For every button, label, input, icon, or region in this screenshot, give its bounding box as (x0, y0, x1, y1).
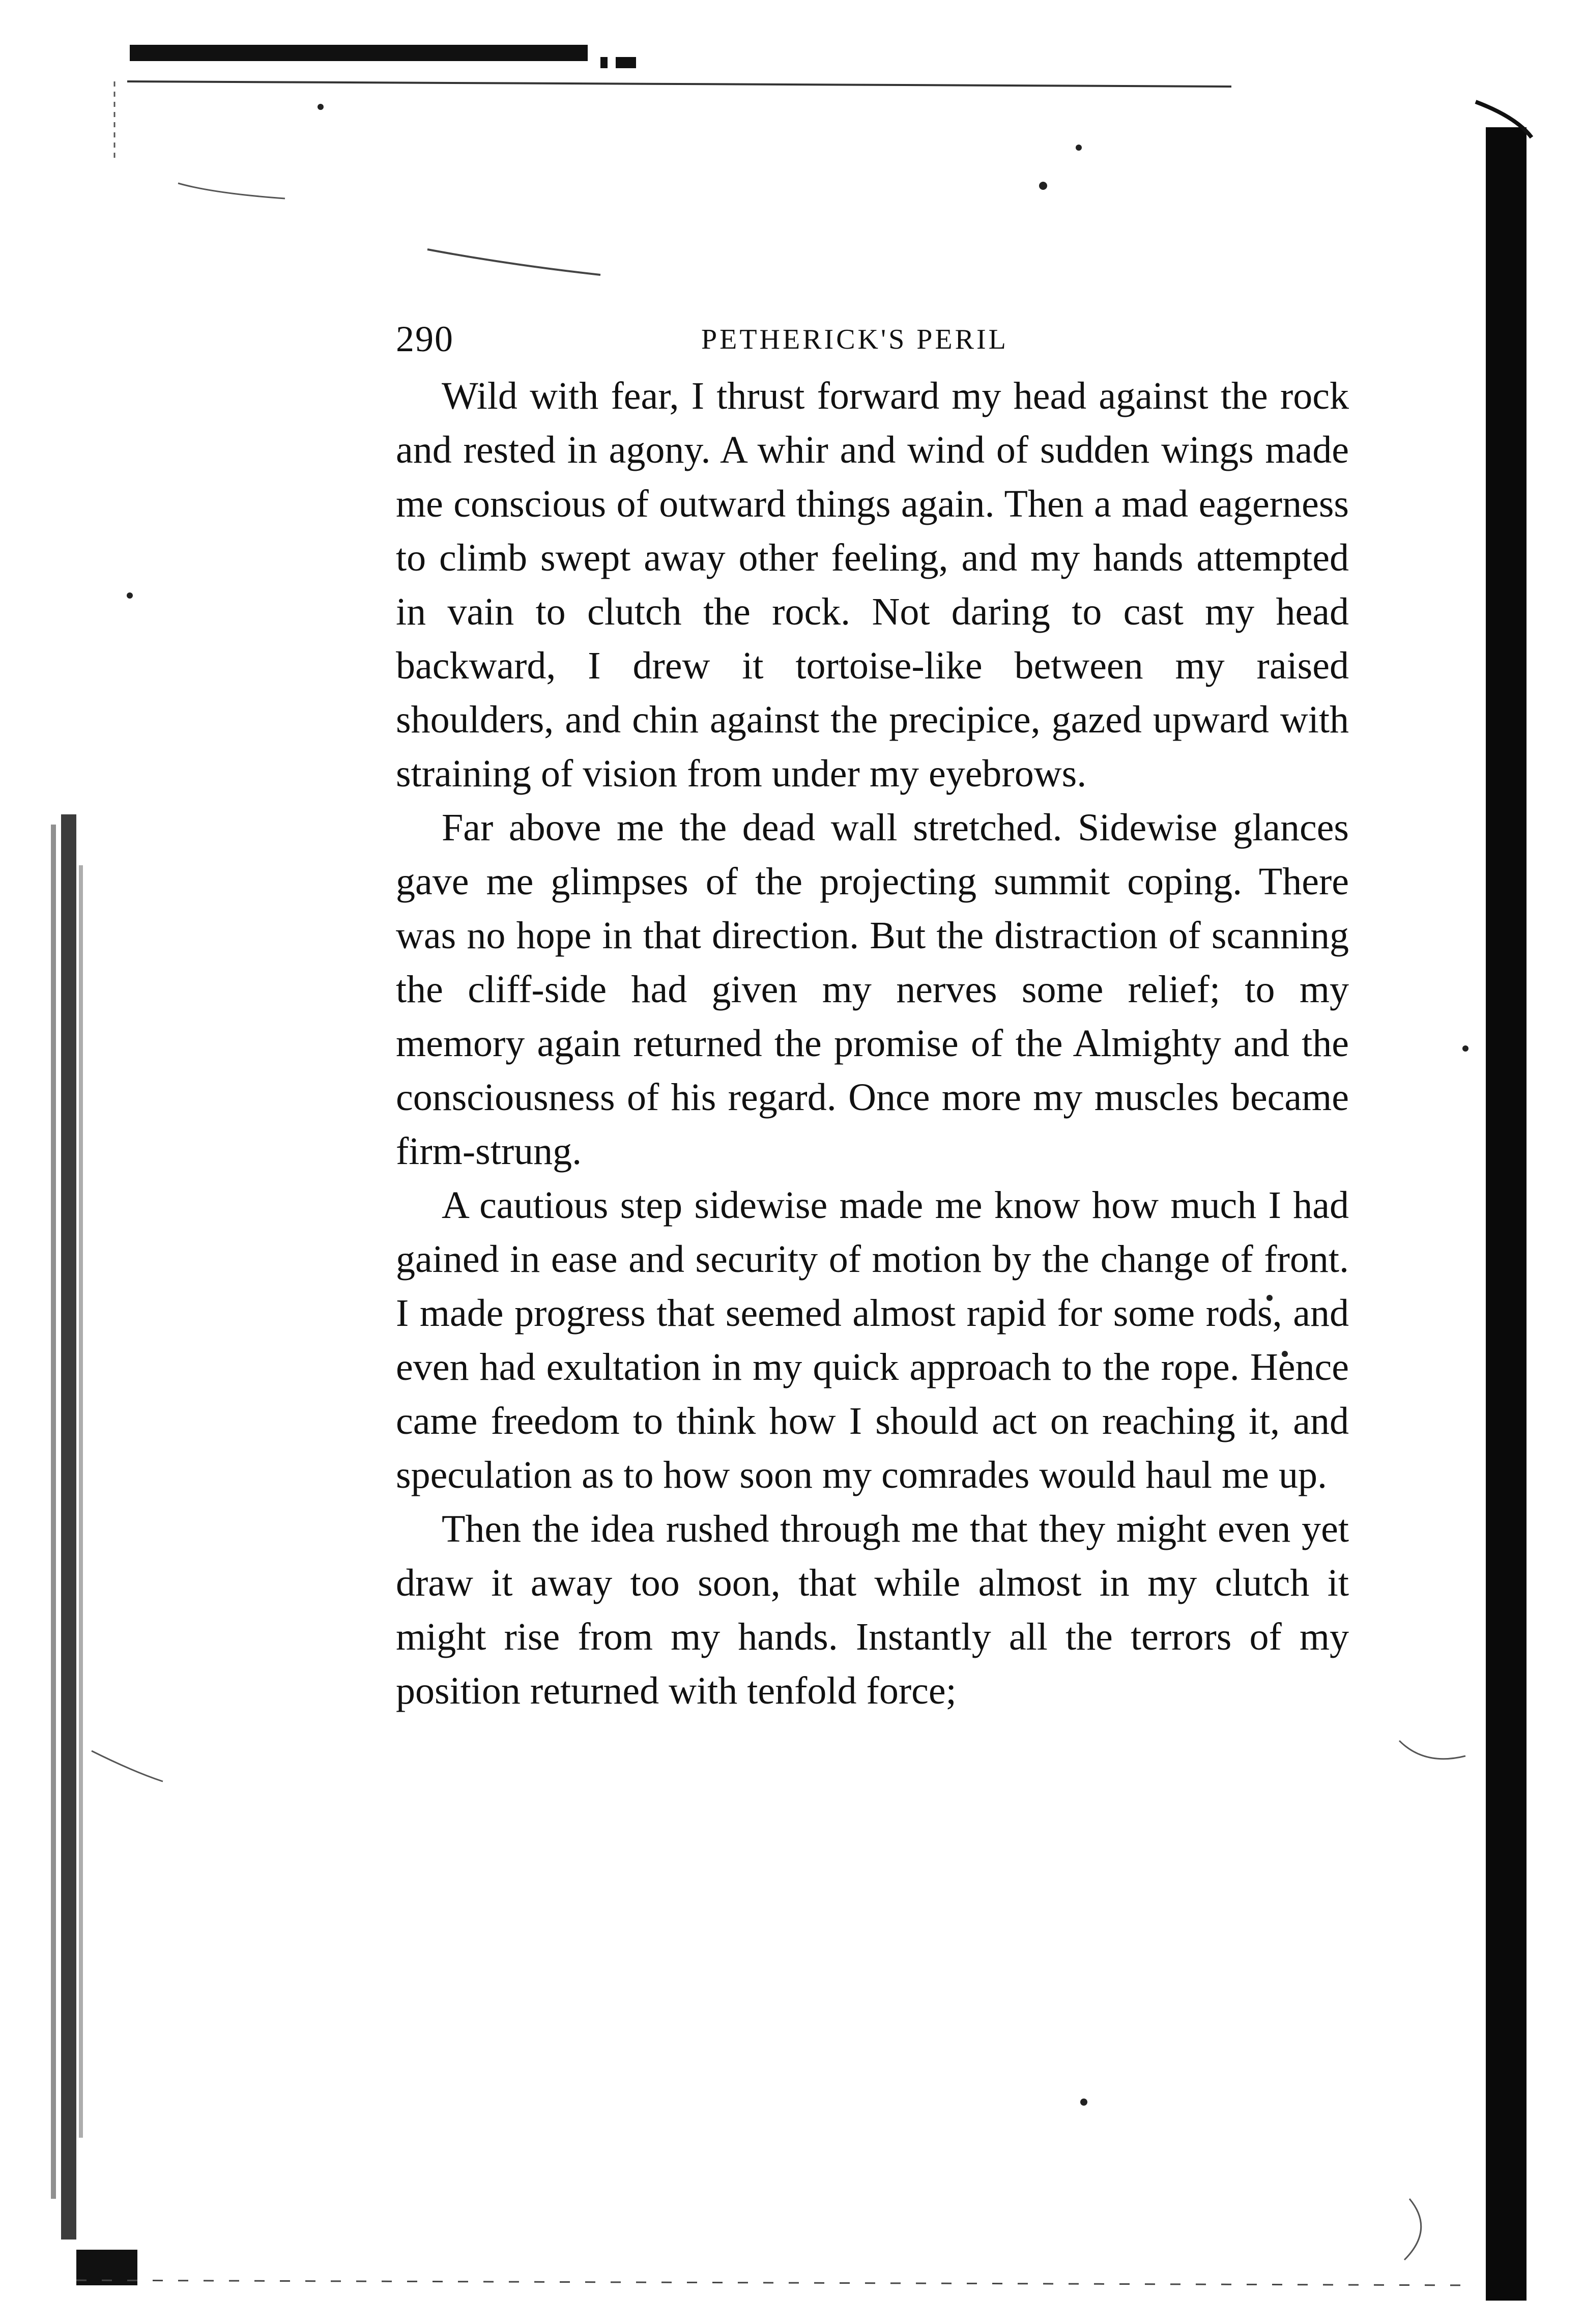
running-head: PETHERICK'S PERIL (701, 324, 1009, 355)
paragraph-4: Then the idea rushed through me that they might even yet draw it away too soon, that while almost in my clutch it might rise from my hands. Instantly all the terrors of my position returned with tenfold force; (396, 1508, 1349, 1712)
page-number: 290 (396, 319, 454, 359)
paragraph-2: Far above me the dead wall stretched. Sidewise glances gave me glimpses of the projecting summit coping. There was no hope in that direction. But the distraction of scanning the cliff-side had given my nerves some relief; to my memory again returned the promise of the Almighty and the consciousness of his regard. Once more my muscles became firm-strung. (396, 806, 1349, 1173)
right-edge-shadow (1486, 127, 1527, 2301)
left-gutter-shadow (61, 814, 76, 2240)
paragraph-3: A cautious step sidewise made me know how much I had gained in ease and security of motion by the change of front. I made progress that seemed almost rapid for some rods, and even had exultation in my quick approach to the rope. Hence came freedom to think how I should act on reaching it, and speculation as to how soon my comrades would haul me up. (396, 1184, 1349, 1496)
top-edge-bar (130, 45, 588, 61)
page-header (396, 313, 1349, 369)
paragraph-1: Wild with fear, I thrust forward my head against the rock and rested in agony. A whir and wind of sudden wings made me conscious of outward things again. Then a mad eagerness to climb swept away other feeling, and my hands attempted in vain to clutch the rock. Not daring to cast my head backward, I drew it tortoise-like between my raised shoulders, and chin against the precipice, gazed upward with straining of vision from under my eyebrows. (396, 375, 1349, 795)
book-page (396, 313, 1349, 1718)
